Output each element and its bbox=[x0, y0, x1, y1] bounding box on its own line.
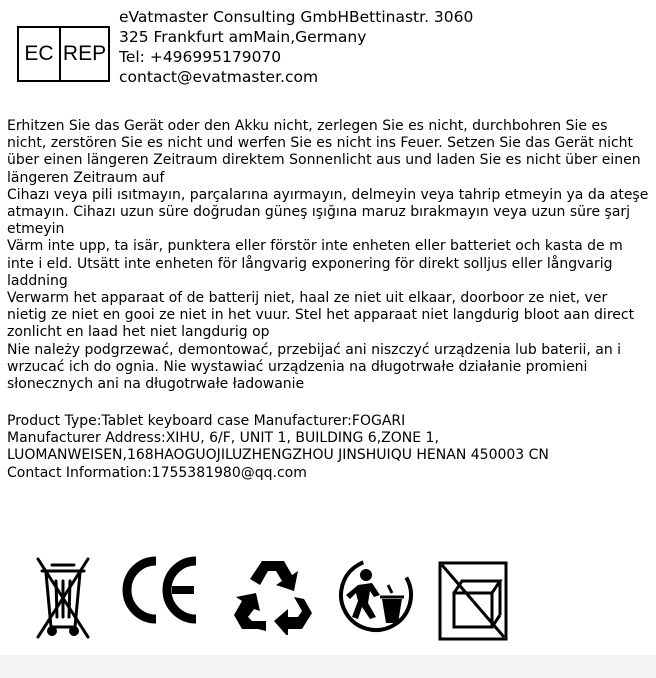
product-line-4: Contact Information:1755381980@qq.com bbox=[7, 464, 307, 481]
ce-mark-icon bbox=[120, 555, 206, 625]
warning-dutch: Verwarm het apparaat of de batterij niet, haal ze niet uit elkaar, doorboor ze niet, ver nietig ze niet en gooi ze niet in het vuur. Stel het apparaat niet langdurig bloot aan direct zonlicht en laad het niet langdurig op bbox=[7, 290, 635, 341]
product-line-2: Manufacturer Address:XIHU, 6/F, UNIT 1, BUILDING 6,ZONE 1, bbox=[7, 430, 439, 447]
representative-line-2: 325 Frankfurt amMain,Germany bbox=[119, 28, 367, 46]
safety-warnings bbox=[7, 118, 651, 393]
representative-line-4: contact@evatmaster.com bbox=[119, 68, 319, 86]
rep-label: REP bbox=[62, 42, 107, 65]
representative-address bbox=[119, 7, 473, 87]
recycling-icon bbox=[232, 555, 314, 635]
crossed-out-wheelie-bin-icon bbox=[36, 555, 90, 639]
representative-line-3: Tel: +496995179070 bbox=[119, 48, 282, 66]
footer-band bbox=[0, 655, 656, 678]
product-line-1: Product Type:Tablet keyboard case Manufacturer:FOGARI bbox=[7, 413, 406, 429]
crossed-out-box-icon bbox=[436, 555, 512, 643]
representative-line-1: eVatmaster Consulting GmbHBettinastr. 3060 bbox=[119, 8, 474, 26]
tidyman-icon bbox=[336, 555, 416, 635]
product-info bbox=[7, 413, 549, 482]
warning-swedish: Värm inte upp, ta isär, punktera eller förstör inte enheten eller batteriet och kasta de m inte i eld. Utsätt inte enheten för långvarig exponering för direkt solljus eller långvarig laddning bbox=[7, 238, 623, 289]
warning-turkish: Cihazı veya pili ısıtmayın, parçalarına ayırmayın, delmeyin veya tahrip etmeyin ya da ateşe atmayın. Cihazı uzun süre doğrudan güneş ışığına maruz bırakmayın veya uzun süre şarj etmeyin bbox=[7, 186, 649, 238]
ec-rep-label bbox=[17, 26, 110, 82]
warning-polish: Nie należy podgrzewać, demontować, przebijać ani niszczyć urządzenia lub baterii, an i wrzucać ich do ognia. Nie wystawiać urządzenia na długotrwałe działanie promieni słonecznych ani na długotrwałe ładowanie bbox=[7, 341, 622, 393]
warning-german: Erhitzen Sie das Gerät oder den Akku nicht, zerlegen Sie es nicht, durchbohren Sie es nicht, zerstören Sie es nicht und werfen Sie es nicht ins Feuer. Setzen Sie das Gerät nicht über einen längeren Zeitraum direktem Sonnenlicht aus und laden Sie es nicht über einen längeren Zeitraum auf bbox=[7, 118, 641, 186]
ec-label: EC bbox=[19, 28, 61, 80]
product-line-3: LUOMANWEISEN,168HAOGUOJILUZHENGZHOU JINSHUIQU HENAN 450003 CN bbox=[7, 447, 549, 464]
